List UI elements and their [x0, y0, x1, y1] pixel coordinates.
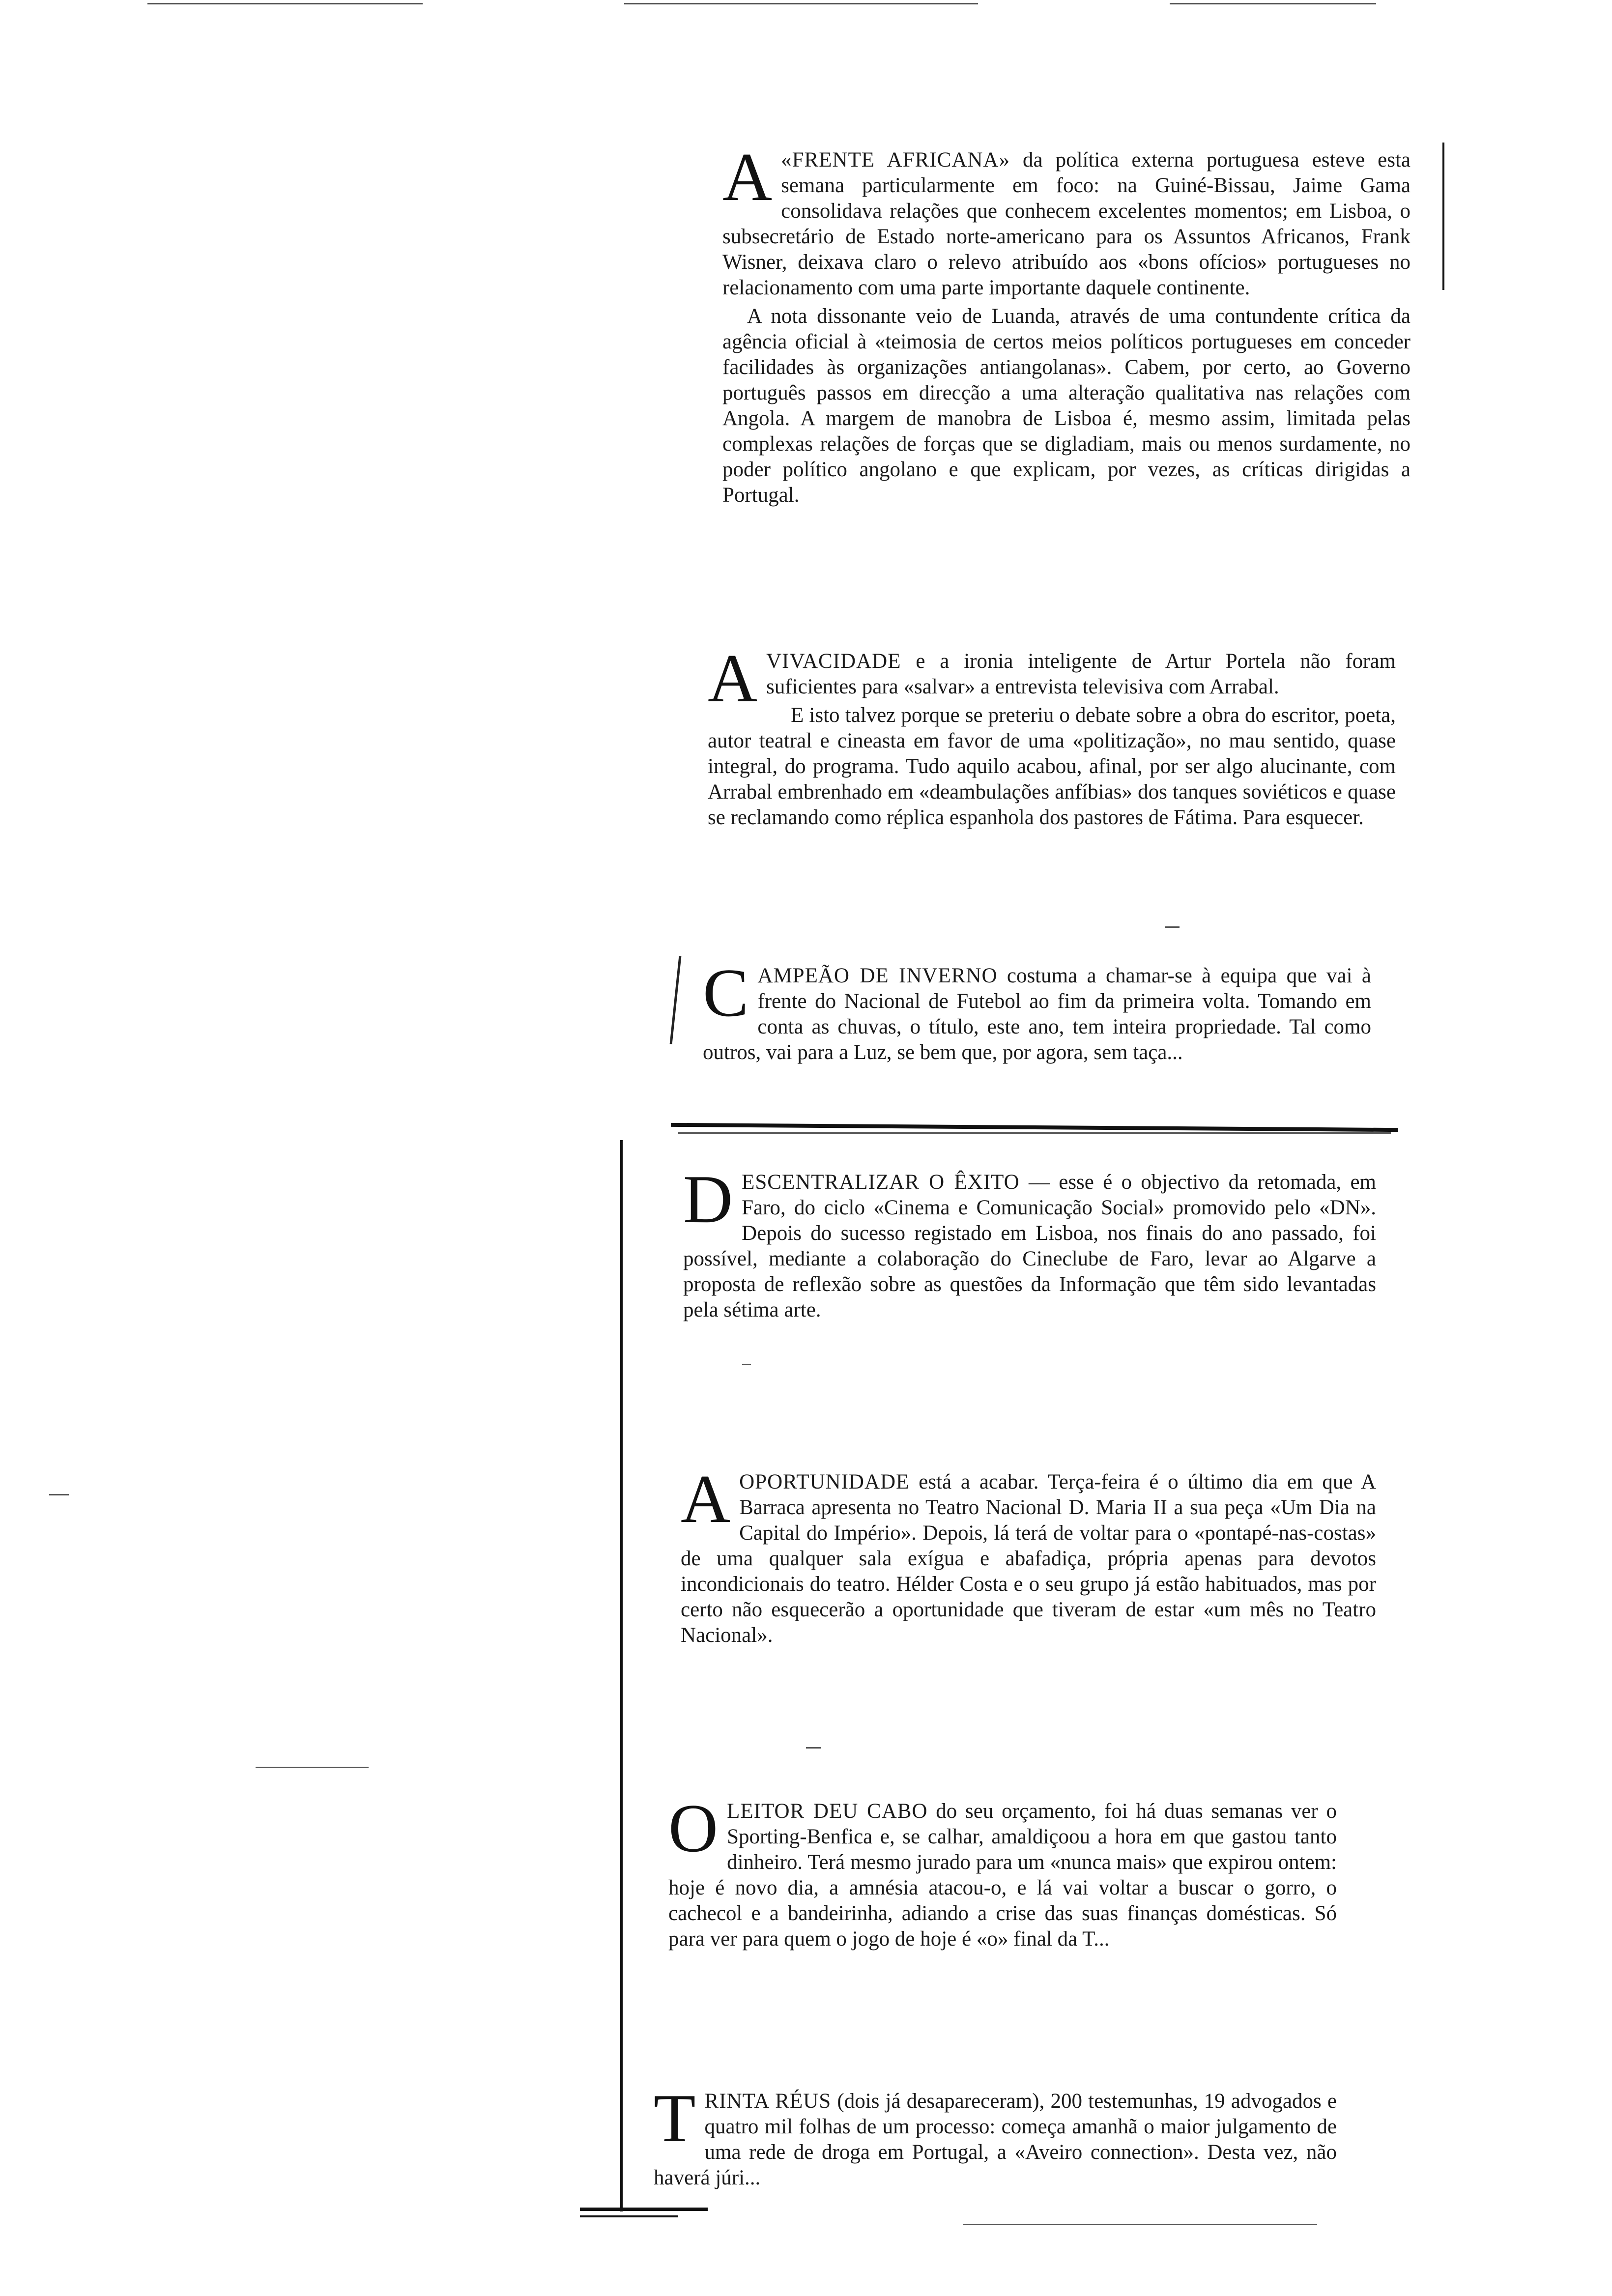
- margin-rule: [1442, 143, 1444, 290]
- margin-dash: [49, 1494, 69, 1495]
- dash-mark: [1165, 926, 1180, 928]
- article-continuation: A nota dissonante veio de Luanda, através de uma contundente crítica da agência oficial à «teimosia de certos meios políticos portugueses em conceder facilidades às organizações antiangolanas». Cabem, por certo, ao Governo português passos em direcção a uma alteração qualitativa nas relações com Angola. A margem de manobra de Lisboa é, mesmo assim, limitada pelas complexas relações de forças que se digladiam, mais ou menos surdamente, no poder político angolano e que explicam, por vezes, as críticas dirigidas a Portugal.: [722, 305, 1410, 507]
- article-body: do seu orçamento, foi há duas semanas ver o Sporting-Benfica e, se calhar, amaldiçoou a hora em que gastou tanto dinheiro. Terá mesmo jurado para um «nunca mais» que expirou ontem: hoje é novo dia, a amnésia atacou-o, e lá vai voltar a buscar o gorro, o cachecol e a bandeirinha, adiando a crise das suas finanças domésticas. Só para ver para quem o jogo de hoje é «o» final da T...: [668, 1800, 1337, 1951]
- dash-mark: [742, 1364, 751, 1365]
- bottom-rule: [580, 2208, 708, 2211]
- article-campeao-de-inverno: [703, 955, 1372, 1065]
- bottom-rule: [580, 2215, 678, 2217]
- bottom-rule: [963, 2224, 1317, 2225]
- drop-cap: A: [722, 139, 773, 215]
- article-lead: VIVACIDADE: [766, 650, 901, 673]
- article-oportunidade: [681, 1461, 1376, 1648]
- article-body: da política externa portuguesa esteve esta semana particularmente em foco: na Guiné-Bissau, Jaime Gama consolidava relações que conhecem excelentes momentos; em Lisboa, o subsecretário de Estado norte-americano para os Assuntos Africanos, Frank Wisner, deixava claro o relevo atribuído aos «bons ofícios» portugueses no relacionamento com uma parte importante daquele continente.: [722, 148, 1410, 299]
- article-vivacidade: [708, 640, 1396, 831]
- drop-cap: D: [683, 1161, 733, 1237]
- top-edge-mark: [1170, 3, 1376, 4]
- drop-cap: O: [668, 1790, 719, 1866]
- drop-cap: A: [681, 1461, 731, 1537]
- drop-cap: A: [708, 640, 758, 717]
- article-body: — esse é o objectivo da retomada, em Faro, do ciclo «Cinema e Comunicação Social» promovido pelo «DN». Depois do sucesso registado em Lisboa, nos finais do ano passado, foi possível, mediante a colaboração do Cineclube de Faro, levar ao Algarve a proposta de reflexão sobre as questões da Informação que têm sido levantadas pela sétima arte.: [683, 1171, 1376, 1321]
- article-leitor-deu-cabo: [668, 1790, 1337, 1952]
- top-edge-mark: [147, 3, 423, 4]
- bracket-mark: [670, 956, 682, 1044]
- drop-cap: C: [703, 955, 749, 1031]
- article-lead: ESCENTRALIZAR O ÊXITO: [742, 1171, 1020, 1194]
- top-edge-mark: [624, 3, 978, 4]
- article-lead: LEITOR DEU CABO: [727, 1800, 928, 1823]
- article-lead: AMPEÃO DE INVERNO: [757, 964, 998, 987]
- dash-mark: [806, 1747, 821, 1749]
- article-trinta-reus: [654, 2080, 1337, 2191]
- section-rule: [671, 1123, 1398, 1132]
- article-lead: RINTA RÉUS: [704, 2090, 832, 2113]
- article-continuation: E isto talvez porque se preteriu o debate sobre a obra do escritor, poeta, autor teatral e cineasta em favor de uma «politização», no mau sentido, quase integral, do programa. Tudo aquilo acabou, afinal, por ser algo alucinante, com Arrabal embrenhado em «deambulações anfíbias» dos tanques soviéticos e quase se reclamando como réplica espanhola dos pastores de Fátima. Para esquecer.: [708, 704, 1396, 829]
- article-body: e a ironia inteligente de Artur Portela não foram suficientes para «salvar» a entrevista televisiva com Arrabal.: [766, 650, 1396, 698]
- article-descentralizar: [683, 1161, 1376, 1323]
- margin-dash: [256, 1767, 369, 1768]
- article-frente-africana: [722, 139, 1410, 508]
- article-lead: «FRENTE AFRICANA»: [781, 148, 1010, 172]
- article-body: costuma a chamar-se à equipa que vai à frente do Nacional de Futebol ao fim da primeira volta. Tomando em conta as chuvas, o título, este ano, tem inteira propriedade. Tal como outros, vai para a Luz, se bem que, por agora, sem taça...: [703, 964, 1372, 1064]
- section-rule: [678, 1132, 1391, 1134]
- article-lead: OPORTUNIDADE: [739, 1470, 910, 1493]
- article-body: está a acabar. Terça-feira é o último dia em que A Barraca apresenta no Teatro Nacional D. Maria II a sua peça «Um Dia na Capital do Império». Depois, lá terá de voltar para o «pontapé-nas-costas» de uma qualquer sala exígua e abafadiça, própria apenas para devotos incondicionais do teatro. Hélder Costa e o seu grupo já estão habituados, mas por certo não esquecerão a oportunidade que tiveram de estar «um mês no Teatro Nacional».: [681, 1470, 1376, 1647]
- drop-cap: T: [654, 2080, 696, 2156]
- left-vertical-rule: [620, 1140, 623, 2211]
- article-body: (dois já desapareceram), 200 testemunhas, 19 advogados e quatro mil folhas de um processo: começa amanhã o maior julgamento de uma rede de droga em Portugal, a «Aveiro connection». Desta vez, não haverá júri...: [654, 2090, 1337, 2189]
